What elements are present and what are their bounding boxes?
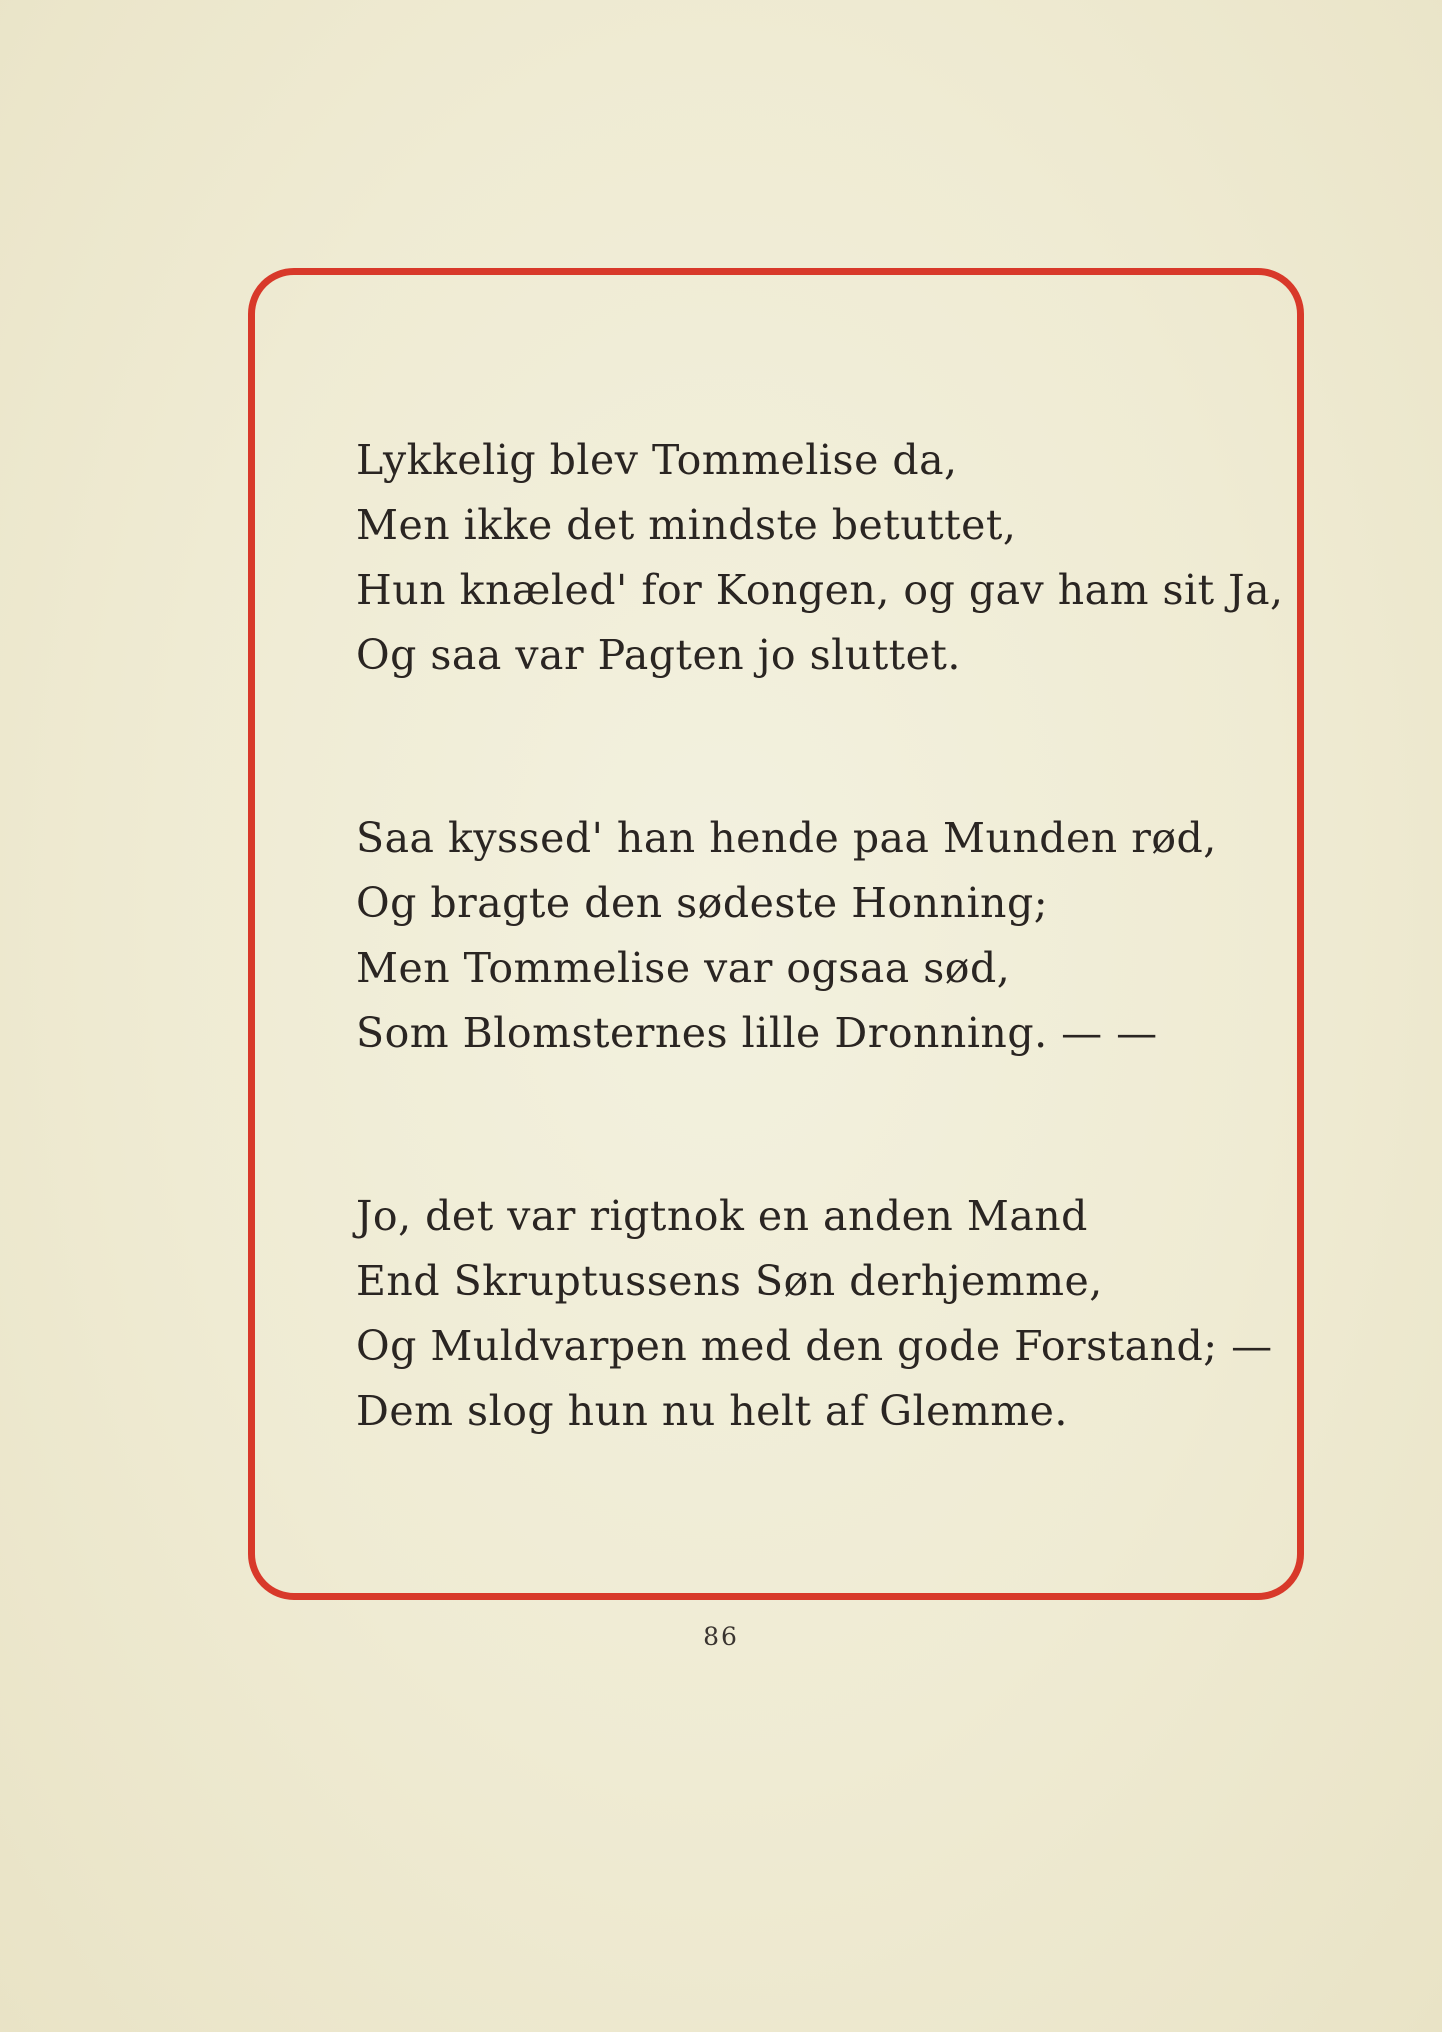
stanza-2 [356, 806, 1256, 1066]
poem-line: Og bragte den sødeste Honning; [356, 879, 1049, 927]
poem-line: Dem slog hun nu helt af Glemme. [356, 1387, 1068, 1435]
poem-line: End Skruptussens Søn derhjemme, [356, 1257, 1103, 1305]
page-number: 86 [703, 1622, 739, 1651]
poem-line: Hun knæled' for Kongen, og gav ham sit Ja, [356, 566, 1284, 614]
poem-line: Og saa var Pagten jo sluttet. [356, 631, 961, 679]
poem-line: Og Muldvarpen med den gode Forstand; — [356, 1322, 1273, 1370]
poem-line: Saa kyssed' han hende paa Munden rød, [356, 814, 1217, 862]
poem-line: Lykkelig blev Tommelise da, [356, 436, 958, 484]
poem-line: Men Tommelise var ogsaa sød, [356, 944, 1011, 992]
poem-line: Men ikke det mindste betuttet, [356, 501, 1017, 549]
poem-line: Jo, det var rigtnok en anden Mand [356, 1192, 1088, 1240]
stanza-3 [356, 1184, 1273, 1444]
stanza-1 [356, 428, 1284, 688]
poem [356, 428, 1284, 1562]
poem-line: Som Blomsternes lille Dronning. — — [356, 1009, 1158, 1057]
